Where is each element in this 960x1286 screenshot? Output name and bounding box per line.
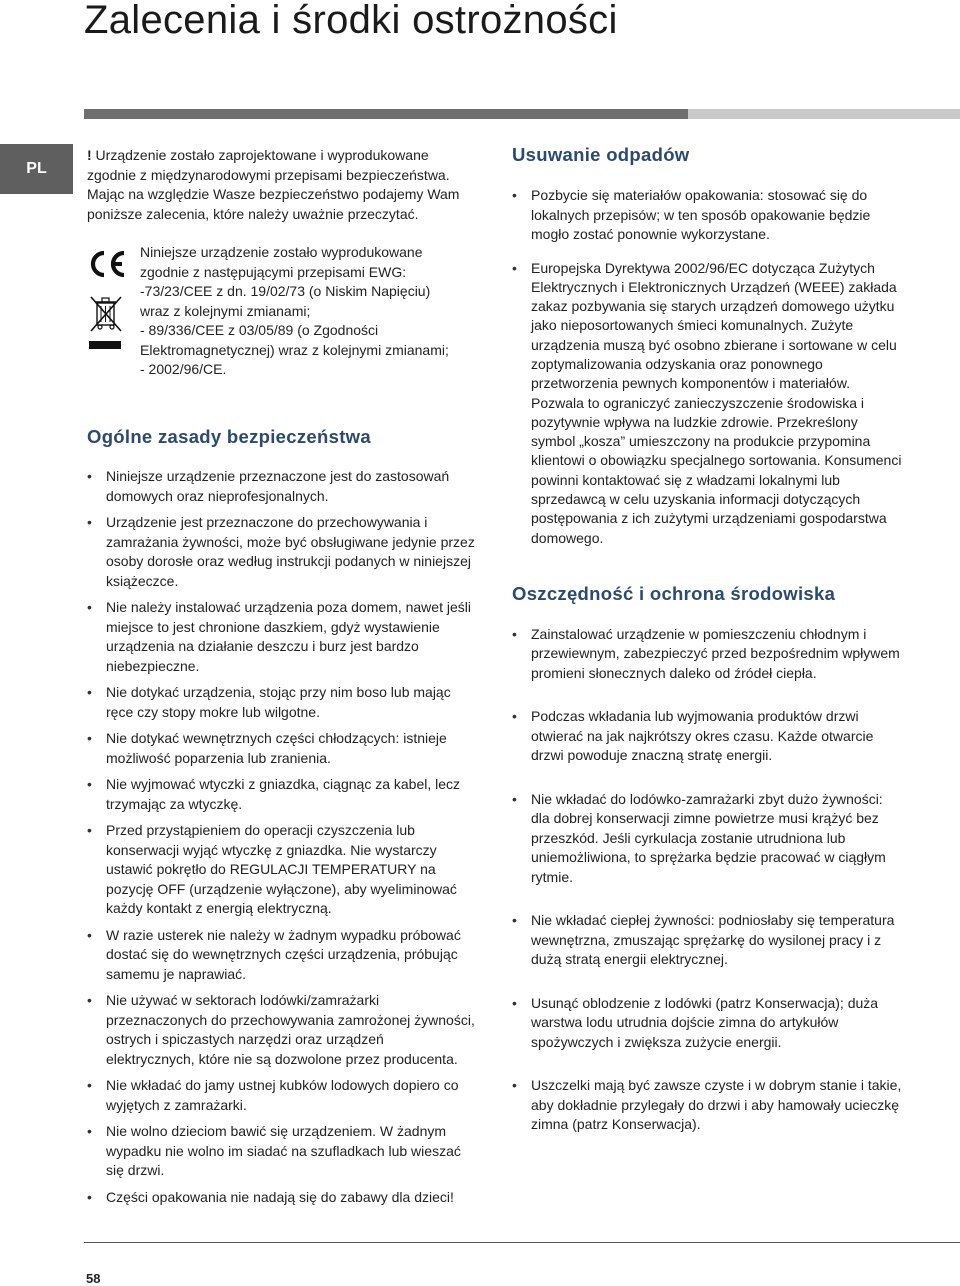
general-safety-heading: Ogólne zasady bezpieczeństwa xyxy=(87,426,371,447)
cert-line: wraz z kolejnymi zmianami; xyxy=(140,302,311,319)
energy-heading: Oszczędność i ochrona środowiska xyxy=(512,582,836,604)
cert-line: Elektromagnetycznej) wraz z kolejnymi zmianami; xyxy=(140,341,449,358)
footer-rule xyxy=(84,1242,960,1243)
list-item: • Nie dotykać urządzenia, stojąc przy nim boso lub mając ręce czy stopy mokre lub wilgotne. xyxy=(87,683,475,722)
list-item: • Urządzenie jest przeznaczone do przechowywania i zamrażania żywności, może być obsługiwane jedynie przez osoby dorosłe oraz według instrukcji podanych w niniejszej książeczce. xyxy=(87,513,475,591)
list-item: • Nie wyjmować wtyczki z gniazdka, ciągnąc za kabel, lecz trzymając za wtyczkę. xyxy=(87,775,475,814)
list-item: • Podczas wkładania lub wyjmowania produktów drzwi otwierać na jak najkrótszy okres czasu. Każde otwarcie drzwi powoduje znaczną stratę energii. xyxy=(512,707,902,766)
disposal-heading: Usuwanie odpadów xyxy=(512,144,690,165)
list-item: • Nie używać w sektorach lodówki/zamrażarki przeznaczonych do przechowywania zamrożonej żywności, ostrych i spiczastych narzędzi oraz urządzeń elektrycznych, które nie są dozwolone przez producenta. xyxy=(87,991,475,1069)
disposal-list xyxy=(512,186,902,548)
cert-line: -73/23/CEE z dn. 19/02/73 (o Niskim Napięciu) xyxy=(140,283,431,299)
list-item: • Nie wkładać ciepłej żywności: podniosłaby się temperatura wewnętrzna, zmuszając sprężarkę do wysilonej pracy i z dużą stratą energii elektrycznej. xyxy=(512,911,902,970)
header-rule-light xyxy=(688,109,960,119)
intro-paragraph xyxy=(87,146,475,224)
cert-line: Niniejsze urządzenie zostało wyprodukowane xyxy=(140,244,423,260)
header-rule xyxy=(0,109,960,119)
header-rule-dark xyxy=(84,109,688,119)
cert-line: - 2002/96/CE. xyxy=(140,361,227,377)
list-item: • Pozbycie się materiałów opakowania: stosować się do lokalnych przepisów; w ten sposób opakowanie będzie mogło zostać ponownie wykorzystane. xyxy=(512,186,902,245)
cert-line: - 89/336/CEE z 03/05/89 (o Zgodności xyxy=(140,322,379,338)
exclamation-mark: ! xyxy=(87,147,92,163)
language-tab: PL xyxy=(0,144,73,194)
certification-block xyxy=(87,243,475,383)
left-column xyxy=(87,146,475,1214)
list-item: • Nie należy instalować urządzenia poza domem, nawet jeśli miejsce to jest chronione daszkiem, gdyż wystawienie urządzenia na działanie deszczu i burz jest bardzo niebezpieczne. xyxy=(87,598,475,676)
list-item: • Uszczelki mają być zawsze czyste i w dobrym stanie i takie, aby dokładnie przylegały do drzwi i aby hamowały ucieczkę zimna (patrz Konserwacja). xyxy=(512,1076,902,1135)
certification-text xyxy=(140,243,480,380)
page-number: 58 xyxy=(86,1271,101,1286)
black-bar-icon xyxy=(89,341,121,349)
right-column xyxy=(512,144,902,1159)
energy-list xyxy=(512,625,902,1135)
list-item: • W razie usterek nie należy w żadnym wypadku próbować dostać się do wewnętrznych części urządzenia, próbując samemu je naprawiać. xyxy=(87,926,475,985)
list-item: • Części opakowania nie nadają się do zabawy dla dzieci! xyxy=(87,1188,475,1208)
list-item: • Przed przystąpieniem do operacji czyszczenia lub konserwacji wyjąć wtyczkę z gniazdka. Nie wystarczy ustawić pokrętło do REGULACJI TEMPERATURY na pozycję OFF (urządzenie wyłączone), aby wyeliminować każdy kontakt z energią elektryczną. xyxy=(87,821,475,919)
list-item: • Nie dotykać wewnętrznych części chłodzących: istnieje możliwość poparzenia lub zranienia. xyxy=(87,729,475,768)
list-item: • Usunąć oblodzenie z lodówki (patrz Konserwacja); duża warstwa lodu utrudnia dojście zimna do artykułów spożywczych i zwiększa zużycie energii. xyxy=(512,994,902,1053)
list-item: • Niniejsze urządzenie przeznaczone jest do zastosowań domowych oraz nieprofesjonalnych. xyxy=(87,467,475,506)
page-title: Zalecenia i środki ostrożności xyxy=(84,0,618,42)
intro-text: Urządzenie zostało zaprojektowane i wyprodukowane zgodnie z międzynarodowymi przepisami bezpieczeństwa. Mając na względzie Wasze bezpieczeństwo podajemy Wam poniższe zalecenia, które należy uważnie przeczytać. xyxy=(87,147,460,222)
cert-line: zgodnie z następującymi przepisami EWG: xyxy=(140,263,407,280)
general-safety-list xyxy=(87,467,475,1207)
crossed-bin-icon xyxy=(87,293,125,333)
list-item: • Nie wkładać do jamy ustnej kubków lodowych dopiero co wyjętych z zamrażarki. xyxy=(87,1076,475,1115)
list-item: • Nie wkładać do lodówko-zamrażarki zbyt dużo żywności: dla dobrej konserwacji zimne powietrze musi krążyć bez przeszkód. Jeśli cyrkulacja zostanie utrudniona lub uniemożliwiona, to sprężarka będzie pracować w ciągłym rytmie. xyxy=(512,790,902,888)
certification-icons xyxy=(87,243,131,349)
list-item: • Nie wolno dzieciom bawić się urządzeniem. W żadnym wypadku nie wolno im siadać na szufladkach lub wieszać się drzwi. xyxy=(87,1122,475,1181)
ce-mark-icon xyxy=(87,249,127,279)
list-item: • Europejska Dyrektywa 2002/96/EC dotycząca Zużytych Elektrycznych i Elektronicznych Urządzeń (WEEE) zakłada zakaz pozbywania się starych urządzeń domowego użytku jako nieposortowanych śmieci komunalnych. Zużyte urządzenia muszą być osobno zbierane i sortowane w celu zoptymalizowania odzyskania oraz ponownego przetworzenia pewnych komponentów i materiałów. Pozwala to ograniczyć zanieczyszczenie środowiska i pozytywnie wpływa na ludzkie zdrowie. Przekreślony symbol „kosza” umieszczony na produkcie przypomina klientowi o obowiązku specjalnego sortowania. Konsumenci powinni kontaktować się z władzami lokalnymi lub sprzedawcą w celu uzyskania informacji dotyczących postępowania z ich zużytymi urządzeniami gospodarstwa domowego. xyxy=(512,259,902,548)
list-item: • Zainstalować urządzenie w pomieszczeniu chłodnym i przewiewnym, zabezpieczyć przed bezpośrednim wpływem promieni słonecznych daleko od źródeł ciepła. xyxy=(512,625,902,684)
